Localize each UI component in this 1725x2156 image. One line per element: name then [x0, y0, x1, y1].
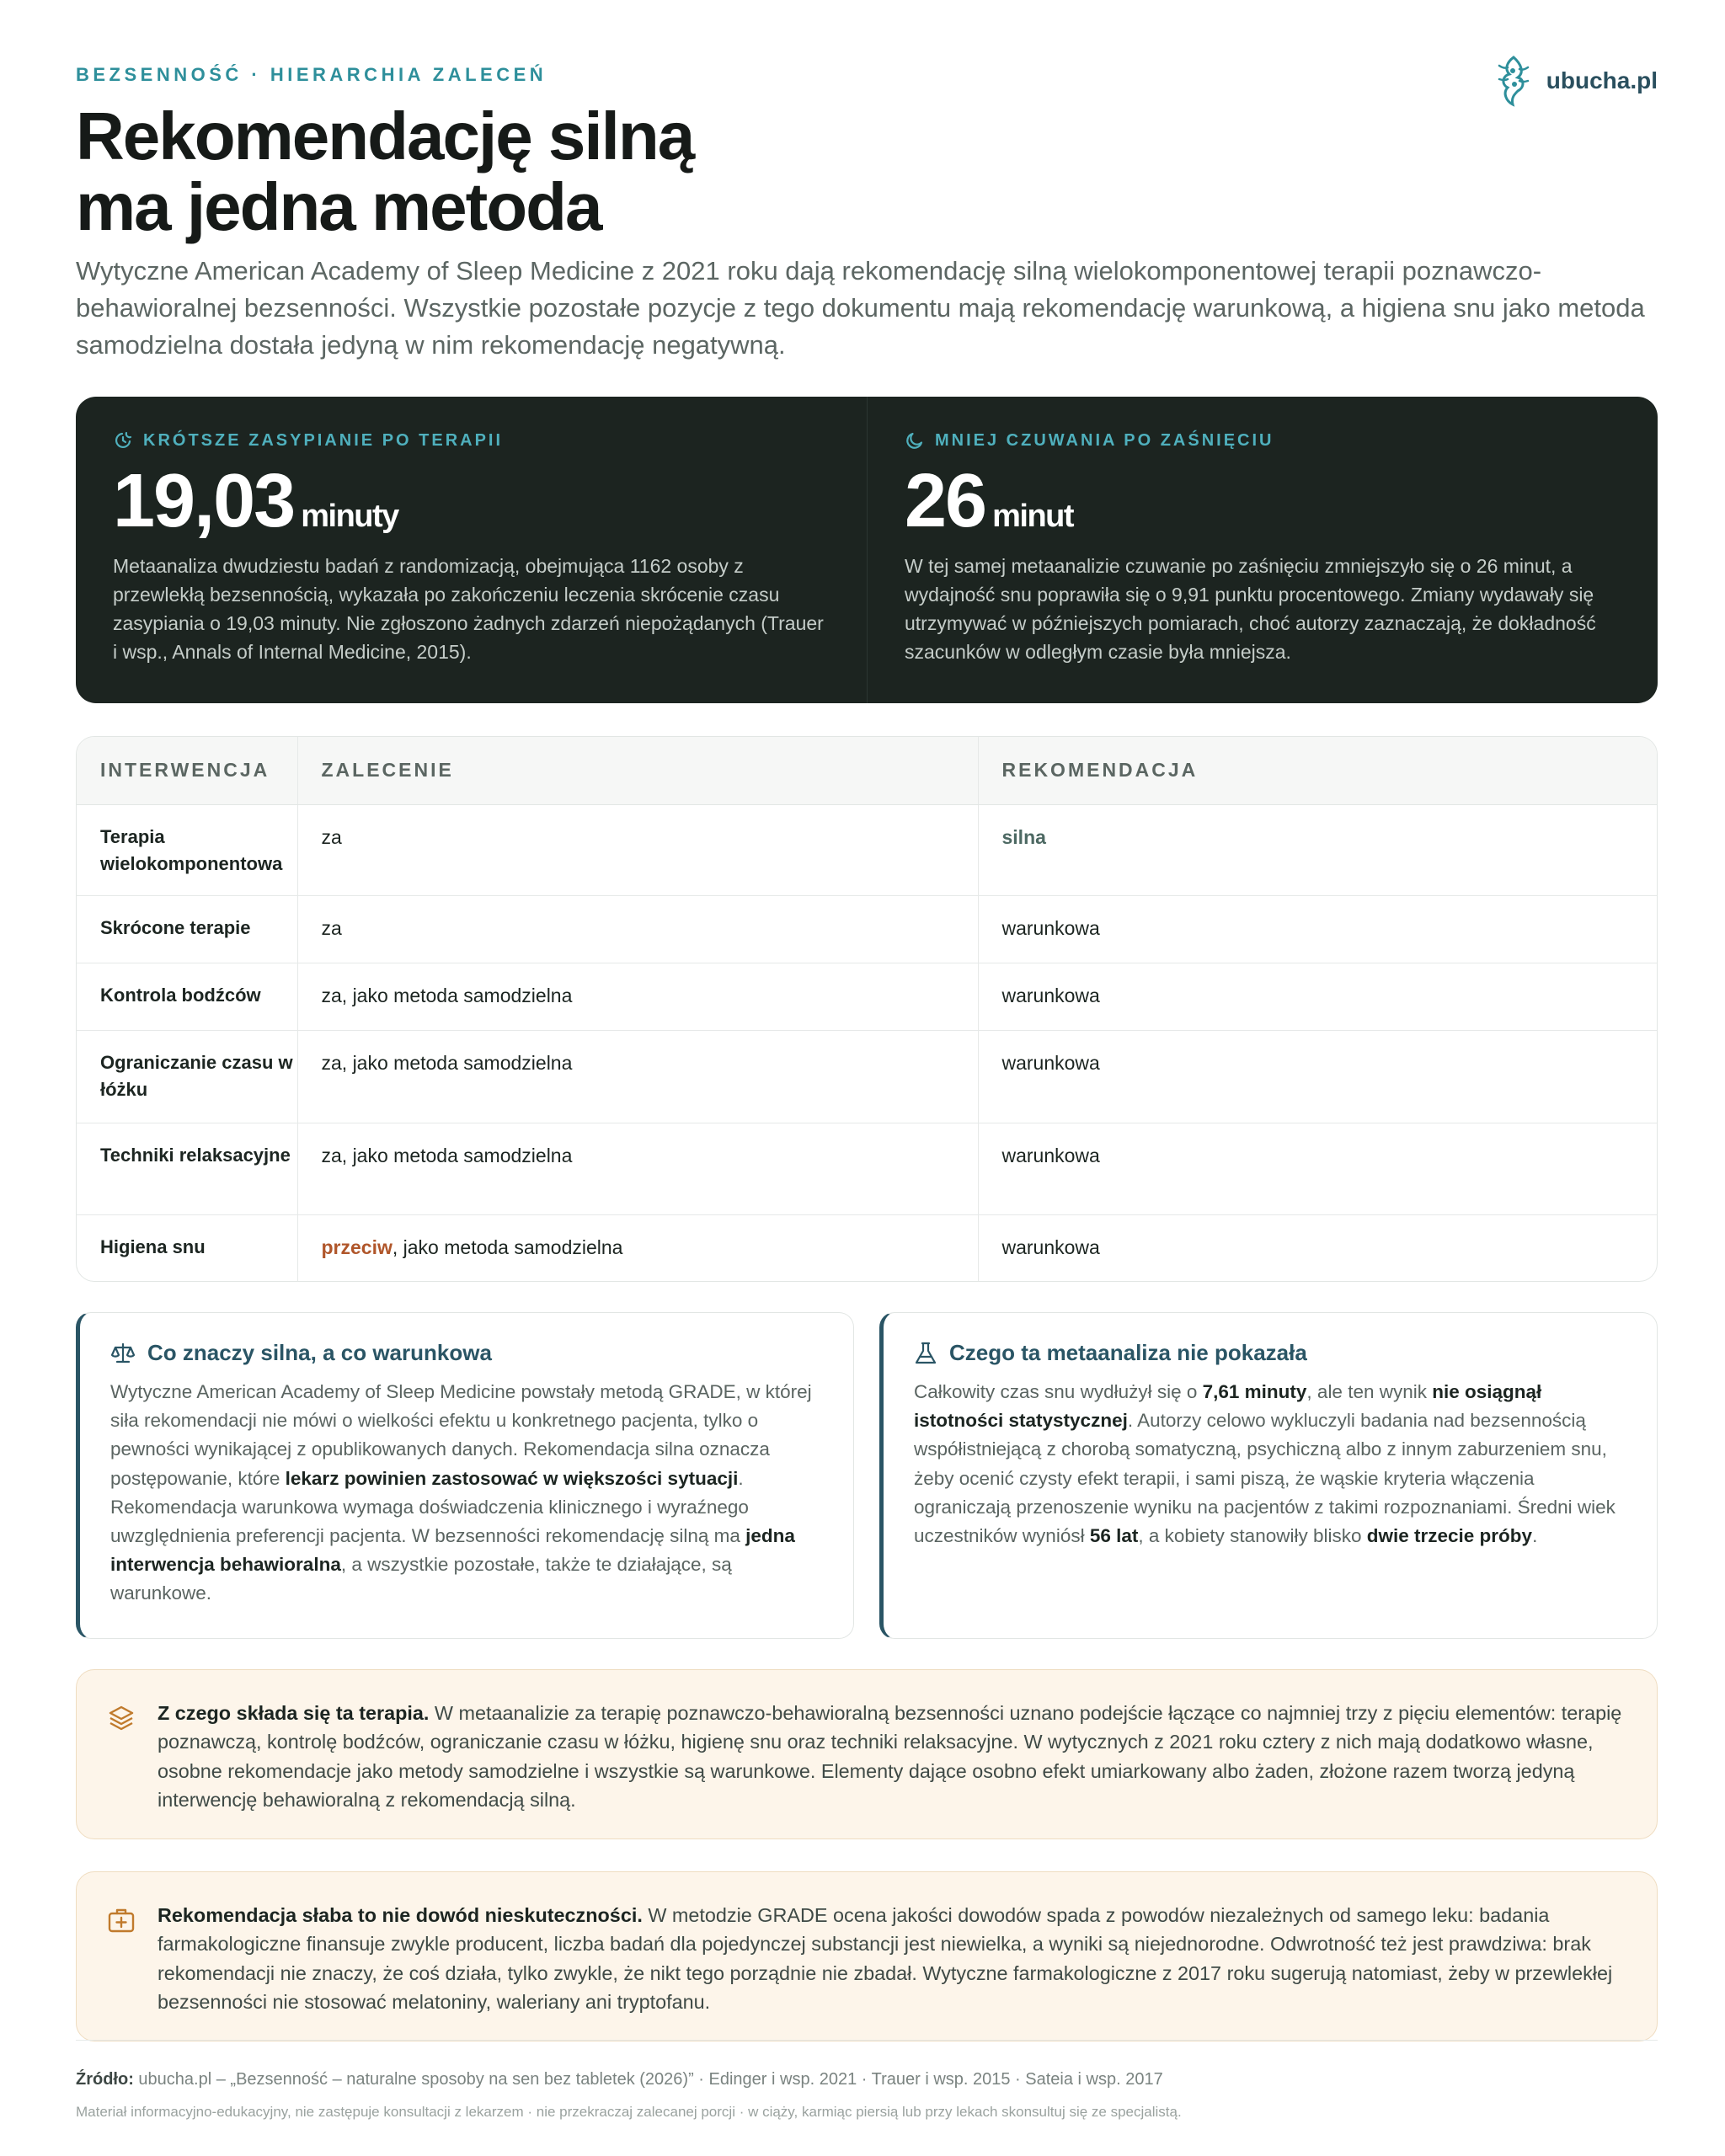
recommendations-table — [76, 736, 1658, 1282]
advice-cell: za — [297, 804, 978, 895]
strength-cell: warunkowa — [978, 963, 1658, 1030]
lead-paragraph: Wytyczne American Academy of Sleep Medicine z 2021 roku dają rekomendację silną wielokomponentowej terapii poznawczo-behawioralnej bezsenności. Wszystkie pozostałe pozycje z tego dokumentu mają rekomendację warunkową, a higiena snu jako metoda samodzielna dostała jedyną w nim rekomendację negatywną. — [76, 256, 1645, 360]
flask-icon — [914, 1341, 937, 1366]
moon-icon — [905, 430, 925, 451]
intervention-cell: Kontrola bodźców — [77, 963, 297, 1030]
brand-logo[interactable] — [1494, 54, 1658, 108]
table-row — [77, 895, 1658, 963]
scales-icon — [110, 1341, 136, 1366]
stat-unit: minut — [992, 499, 1074, 534]
strength-cell: warunkowa — [978, 1030, 1658, 1123]
strength-cell: warunkowa — [978, 1214, 1658, 1282]
intervention-cell: Higiena snu — [100, 1235, 206, 1257]
note-text: Z czego składa się ta terapia. W metaanalizie za terapię poznawczo-behawioralną bezsenności uznano podejście łączące co najmniej trzy z pięciu elementów: terapię poznawczą, kontrolę bodźców, ograniczanie czasu w łóżku, higienę snu oraz techniki relaksacyjne. W wytycznych z 2021 roku cztery z nich mają dodatkowo własne, osobne rekomendacje jako metody samodzielne i wszystkie są warunkowe. Elementy dające osobno efekt umiarkowany albo żaden, złożone razem tworzą jedyną interwencję behawioralną z rekomendacją silną. — [158, 1702, 1622, 1812]
stat-description: Metaanaliza dwudziestu badań z randomizacją, obejmująca 1162 osoby z przewlekłą bezsennością, wykazała po zakończeniu leczenia skrócenie czasu zasypiania o 19,03 minuty. Nie zgłoszono żadnych zdarzeń niepożądanych (Trauer i wsp., Annals of Internal Medicine, 2015). — [113, 555, 824, 663]
strength-cell: silna — [978, 804, 1658, 895]
table-row — [77, 1123, 1658, 1214]
table-row — [77, 963, 1658, 1030]
title-line-2: ma jedna metoda — [76, 169, 601, 244]
note-text: Rekomendacja słaba to nie dowód nieskuteczności. W metodzie GRADE ocena jakości dowodów spada z powodów niezależnych od samego leku: badania farmakologiczne finansuje zwykle producent, liczba badań dla pojedynczej substancji jest niewielka, a wyniki są niejednorodne. Odwrotność też jest prawdziwa: brak rekomendacji nie znaczy, że coś działa, tylko zwykle, że nikt tego porządnie nie zbadał. Wytyczne farmakologiczne z 2017 roku sugerują natomiast, żeby w przewlekłej bezsenności nie stosować melatoniny, waleriany ani tryptofanu. — [158, 1904, 1613, 2014]
strength-cell: warunkowa — [978, 895, 1658, 963]
stat-value — [905, 459, 1622, 543]
table-row — [77, 1030, 1658, 1123]
advice-cell: za, jako metoda samodzielna — [297, 1123, 978, 1214]
stats-panel — [76, 397, 1658, 703]
advice-cell: przeciw, jako metoda samodzielna — [297, 1214, 978, 1282]
table-row — [77, 804, 1658, 895]
source-line: Źródło: ubucha.pl – „Bezsenność – naturalne sposoby na sen bez tabletek (2026)” · Edinger i wsp. 2021 · Trauer i wsp. 2015 · Sateia i wsp. 2017 — [76, 2070, 1163, 2089]
table-header-row — [77, 737, 1658, 804]
card-meta-analysis-limits — [879, 1312, 1658, 1639]
card-heading: Co znaczy silna, a co warunkowa — [110, 1340, 816, 1366]
eyebrow-label: BEZSENNOŚĆ · HIERARCHIA ZALECEŃ — [76, 64, 547, 85]
title-line-1: Rekomendację silną — [76, 99, 694, 173]
column-header-strength: REKOMENDACJA — [978, 737, 1658, 804]
card-body: Całkowity czas snu wydłużył się o 7,61 minuty, ale ten wynik nie osiągnął istotności statystycznej. Autorzy celowo wykluczyli badania nad bezsennością współistniejącą z chorobą somatyczną, psychiczną albo z innym zaburzeniem snu, żeby ocenić czysty efekt terapii, i sami piszą, że wąskie kryteria włączenia ograniczają przenoszenie wyniku na pacjentów z takimi rozpoznaniami. Średni wiek uczestników wyniósł 56 lat, a kobiety stanowiły blisko dwie trzecie próby. — [914, 1381, 1616, 1547]
table-row — [77, 1214, 1658, 1282]
clock-moon-icon — [113, 430, 133, 451]
note-weak-recommendation — [76, 1871, 1658, 2041]
stat-number: 26 — [905, 459, 986, 543]
disclaimer: Materiał informacyjno-edukacyjny, nie zastępuje konsultacji z lekarzem · nie przekraczaj zalecanej porcji · w ciąży, karmiąc piersią lub przy lekach skonsultuj się ze specjalistą. — [76, 2104, 1182, 2120]
footer-divider — [76, 2040, 1658, 2041]
stat-sleep-onset — [76, 397, 867, 703]
advice-cell: za, jako metoda samodzielna — [297, 1030, 978, 1123]
stat-label: MNIEJ CZUWANIA PO ZAŚNIĘCIU — [905, 430, 1622, 451]
card-strength-meaning — [76, 1312, 854, 1639]
card-body: Wytyczne American Academy of Sleep Medicine powstały metodą GRADE, w której siła rekomendacji nie mówi o wielkości efektu u konkretnego pacjenta, tylko o pewności wynikającej z opublikowanych danych. Rekomendacja silna oznacza postępowanie, które lekarz powinien zastosować w większości sytuacji. Rekomendacja warunkowa wymaga doświadczenia klinicznego i wyraźnego uwzględnienia preferencji pacjenta. W bezsenności rekomendację silną ma jedna interwencja behawioralna, a wszystkie pozostałe, także te działające, są warunkowe. — [110, 1381, 812, 1604]
kombucha-logo-icon — [1494, 54, 1533, 108]
stat-label: KRÓTSZE ZASYPIANIE PO TERAPII — [113, 430, 831, 451]
negative-recommendation: przeciw — [321, 1235, 393, 1258]
layers-icon — [107, 1704, 136, 1732]
card-heading: Czego ta metaanaliza nie pokazała — [914, 1340, 1620, 1366]
medkit-icon — [107, 1906, 136, 1935]
column-header-advice: ZALECENIE — [297, 737, 978, 804]
intervention-cell: Skrócone terapie — [77, 895, 297, 963]
column-header-intervention: INTERWENCJA — [77, 737, 297, 804]
advice-cell: za, jako metoda samodzielna — [297, 963, 978, 1030]
logo-text: ubucha.pl — [1546, 67, 1658, 93]
stat-unit: minuty — [301, 499, 398, 534]
intervention-cell: Techniki relaksacyjne — [77, 1123, 297, 1214]
strength-cell: warunkowa — [978, 1123, 1658, 1214]
page-title — [76, 101, 1087, 243]
stat-description: W tej samej metaanalizie czuwanie po zaśnięciu zmniejszyło się o 26 minut, a wydajność snu poprawiła się o 9,91 punktu procentowego. Zmiany wydawały się utrzymywać w późniejszych pomiarach, choć autorzy zaznaczają, że dokładność szacunków w odległym czasie była mniejsza. — [905, 555, 1596, 663]
advice-cell: za — [297, 895, 978, 963]
stat-wake-after-sleep — [867, 397, 1658, 703]
intervention-cell: Ograniczanie czasu w łóżku — [77, 1030, 297, 1123]
note-therapy-components — [76, 1669, 1658, 1839]
stat-value — [113, 459, 831, 543]
stat-number: 19,03 — [113, 459, 295, 543]
intervention-cell: Terapia wielokomponentowa — [77, 804, 297, 895]
